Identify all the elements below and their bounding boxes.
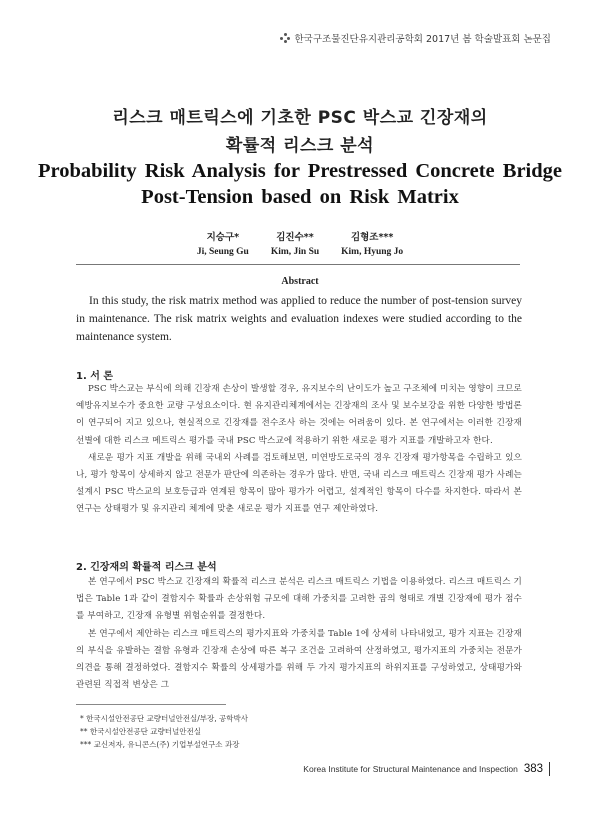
korean-title-line-2: 확률적 리스크 분석 — [225, 136, 375, 156]
footer-organization: Korea Institute for Structural Maintenance and Inspection — [303, 764, 518, 774]
abstract-heading: Abstract — [281, 276, 319, 287]
four-dot-ornament-icon — [280, 33, 290, 43]
section-1-heading: 1. 서 론 — [76, 371, 114, 382]
section-2-heading: 2. 긴장재의 확률적 리스크 분석 — [76, 562, 217, 573]
author-name-english: Ji, Seung Gu — [196, 247, 249, 257]
author-name-korean: 지승구* — [206, 232, 240, 243]
abstract-text: In this study, the risk matrix method was applied to reduce the number of post-tension survey in maintenance. The risk matrix weights and evaluation indexes were studied according to the maintenance system. — [76, 295, 522, 343]
running-head — [280, 31, 551, 45]
korean-title-line-1: 리스크 매트릭스에 기초한 PSC 박스교 긴장재의 — [112, 108, 488, 128]
author-name-korean: 김형조*** — [350, 232, 394, 243]
section-1-body — [76, 381, 522, 519]
author-name-english: Kim, Hyung Jo — [341, 247, 404, 257]
page-number: 383 — [523, 763, 543, 775]
author — [341, 229, 403, 257]
author-name-korean: 김진수** — [276, 232, 314, 243]
running-head-text: 한국구조물진단유지관리공학회 2017년 봄 학술발표회 논문집 — [294, 34, 551, 45]
paragraph: 본 연구에서 제안하는 리스크 매트릭스의 평가지표와 가중치를 Table 1에 상세히 나타내었고, 평가 지표는 긴장재의 부식을 유발하는 결함 유형과 긴장재 손상에 따른 복구 조건을 고려하여 산정하였고, 평가지표의 가중치는 전문가 의견을 통해 결정하였다. 결함지수 확률의 상세평가를 위해 두 가지 평가지표의 하위지표를 구성하였고, 상태평가와 관련된 직접적 변상은 그 — [76, 628, 522, 691]
english-title-line-1: Probability Risk Analysis for Prestressed Concrete Bridge — [37, 160, 563, 182]
paragraph: 새로운 평가 지표 개발을 위해 국내외 사례를 검토해보면, 미연방도로국의 경우 긴장재 평가항목을 수립하고 있으나, 평가 항목이 상세하지 않고 전문가 판단에 의존하는 경우가 많다. 반면, 국내 리스크 매트릭스 긴장재 평가 사례는 설계시 PSC 박스교의 보호등급과 연계된 항목이 많아 평가가 어렵고, 설계적인 항목이 다수를 차지한다. 따라서 본 연구는 상태평가 및 유지관리 체계에 맞춘 새로운 평가 지표를 연구 제안하였다. — [76, 452, 522, 515]
abstract-top-rule — [76, 264, 520, 265]
footer-divider — [549, 762, 550, 776]
paragraph: PSC 박스교는 부식에 의해 긴장재 손상이 발생할 경우, 유지보수의 난이도가 높고 구조체에 미치는 영향이 크므로 예방유지보수가 중요한 교량 구성요소이다. 현 유지관리체계에서는 긴장재의 조사 및 보수보강을 위한 다양한 방법론이 연구되어 지고 있으나, 현실적으로 긴장재를 전수조사 하는 것에는 어려움이 있다. 본 연구에서는 이러한 긴장재 선별에 대한 리스크 메트릭스 평가를 국내 PSC 박스교에 적용하기 위한 새로운 평가 지표를 개발하고자 한다. — [76, 384, 522, 446]
abstract-body — [76, 292, 522, 346]
author — [271, 229, 319, 257]
section-2-body — [76, 574, 522, 694]
footnote: *** 교신저자, 유니콘스(주) 기업부설연구소 과장 — [80, 740, 240, 749]
page-footer — [303, 762, 550, 776]
paragraph: 본 연구에서 PSC 박스교 긴장재의 확률적 리스크 분석은 리스크 매트릭스 기법을 이용하였다. 리스크 매트릭스 기법은 Table 1과 같이 결함지수 확률과 손상위험 규모에 대해 가중치를 고려한 곱의 형태로 개별 긴장재에 평가 점수를 부여하고, 긴장재 유형별 위험순위를 결정한다. — [76, 577, 522, 622]
footnotes — [80, 712, 248, 751]
english-title-line-2: Post-Tension based on Risk Matrix — [141, 186, 459, 208]
author — [197, 229, 249, 257]
author-name-english: Kim, Jin Su — [270, 247, 320, 257]
footnote-rule — [76, 704, 226, 705]
author-list — [0, 229, 600, 257]
footnote: * 한국시설안전공단 교량터널안전실/부장, 공학박사 — [80, 714, 248, 723]
footnote: ** 한국시설안전공단 교량터널안전실 — [80, 727, 201, 736]
